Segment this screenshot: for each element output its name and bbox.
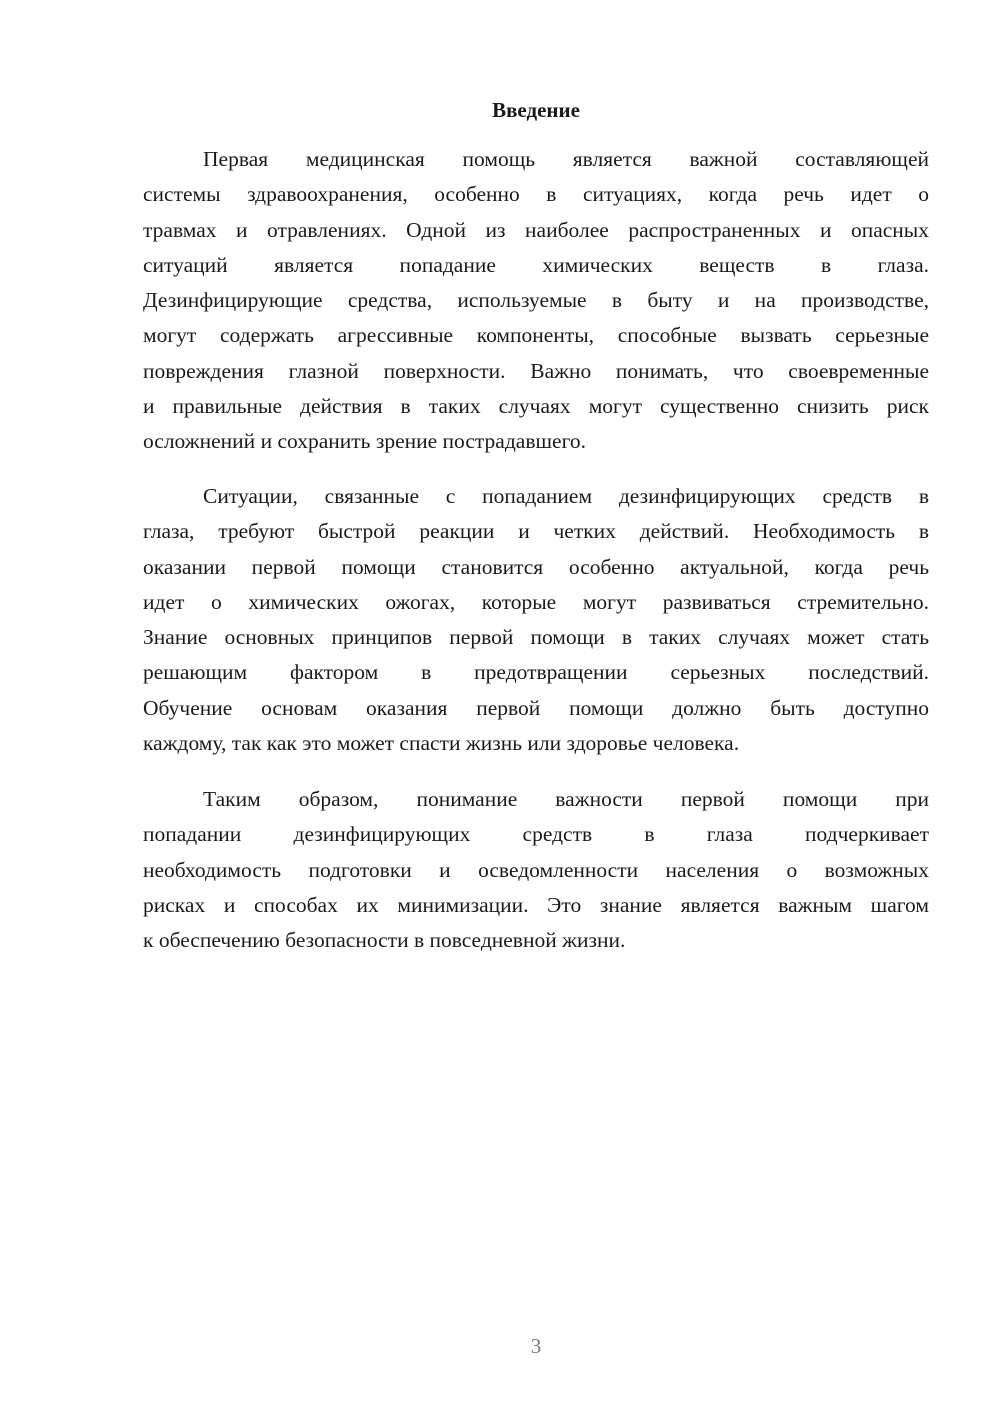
text-line: оказании первой помощи становится особенно актуальной, когда речь [143,554,929,579]
text-line: Знание основных принципов первой помощи в таких случаях может стать [143,625,929,650]
text-line: рисках и способах их минимизации. Это знание является важным шагом [143,892,929,917]
text-line: Таким образом, понимание важности первой помощи при [203,787,929,811]
text-line: ситуаций является попадание химических веществ в глаза. [143,252,929,277]
paragraph-2 [143,479,929,761]
text-line: попадании дезинфицирующих средств в глаза подчеркивает [143,822,929,847]
text-line: системы здравоохранения, особенно в ситуациях, когда речь идет о [143,182,929,207]
text-line: Дезинфицирующие средства, используемые в быту и на производстве, [143,288,929,313]
paragraph-3 [143,782,929,958]
text-line: глаза, требуют быстрой реакции и четких действий. Необходимость в [143,519,929,544]
text-line: решающим фактором в предотвращении серьезных последствий. [143,660,929,685]
page-number: 3 [530,1334,542,1358]
text-line: Ситуации, связанные с попаданием дезинфицирующих средств в [203,484,929,508]
section-title: Введение [492,98,580,122]
paragraph-1 [143,142,929,460]
text-line: осложнений и сохранить зрение пострадавшего. [143,429,586,454]
text-line: могут содержать агрессивные компоненты, способные вызвать серьезные [143,323,929,348]
text-line: необходимость подготовки и осведомленности населения о возможных [143,857,929,882]
text-line: повреждения глазной поверхности. Важно понимать, что своевременные [143,358,929,383]
text-line: травмах и отравлениях. Одной из наиболее распространенных и опасных [143,217,929,242]
text-line: каждому, так как это может спасти жизнь или здоровье человека. [143,731,740,756]
text-line: к обеспечению безопасности в повседневной жизни. [143,928,626,953]
text-line: Обучение основам оказания первой помощи должно быть доступно [143,695,929,720]
text-line: Первая медицинская помощь является важной составляющей [203,147,929,171]
text-line: и правильные действия в таких случаях могут существенно снизить риск [143,394,929,419]
text-line: идет о химических ожогах, которые могут развиваться стремительно. [143,589,929,614]
